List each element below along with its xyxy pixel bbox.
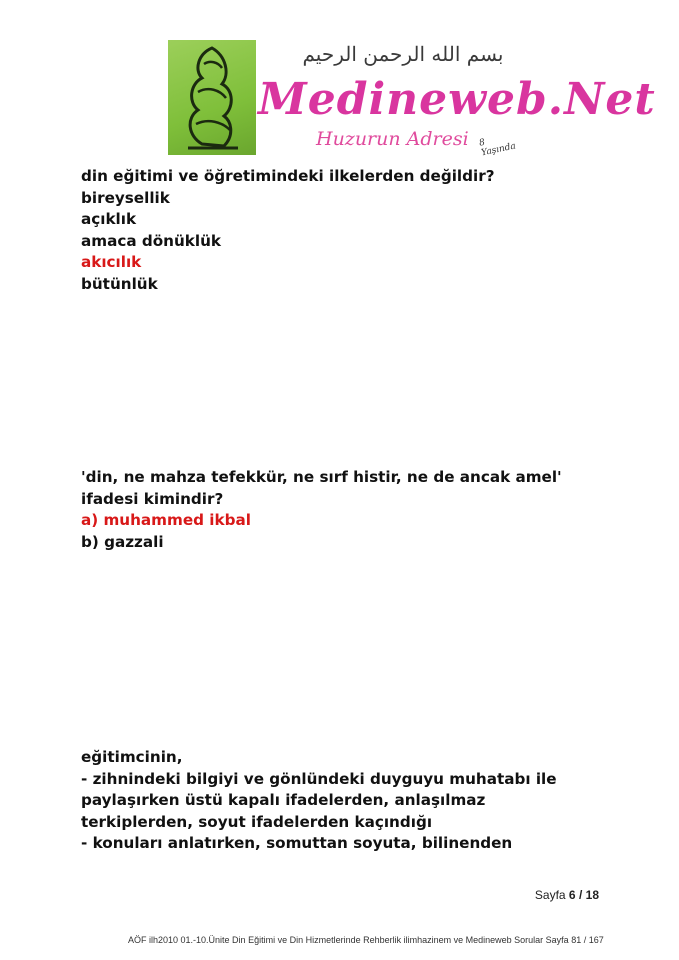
q2-correct-answer: a) muhammed ikbal — [81, 511, 251, 529]
brand-tagline: Huzurun Adresi — [316, 128, 469, 150]
q2-option: b) gazzali — [81, 532, 164, 551]
page-number — [535, 888, 599, 902]
question-3-line: paylaşırken üstü kapalı ifadelerden, anlaşılmaz — [81, 791, 486, 809]
question-1: din eğitimi ve öğretimindeki ilkelerden değildir? — [81, 167, 495, 185]
q1-option: bütünlük — [81, 274, 158, 293]
q1-option: açıklık — [81, 210, 137, 228]
question-3: eğitimcinin, — [81, 748, 183, 766]
calligraphy-emblem-icon — [168, 40, 256, 155]
question-2: 'din, ne mahza tefekkür, ne sırf histir, ne de ancak amel' — [81, 468, 562, 486]
document-body — [81, 166, 621, 855]
basmala-calligraphy: بسم الله الرحمن الرحيم — [302, 42, 504, 66]
question-2-cont: ifadesi kimindir? — [81, 489, 224, 508]
page-separator: / — [578, 888, 583, 902]
page-footer: AÖF ilh2010 01.-10.Ünite Din Eğitimi ve Din Hizmetlerinde Rehberlik ilimhazinem ve Medineweb Sorular Sayfa 81 / 167 — [128, 935, 604, 945]
header-logo — [168, 40, 656, 159]
q1-correct-answer: akıcılık — [81, 253, 142, 271]
page-label: Sayfa — [534, 888, 566, 902]
page-current: 6 — [568, 888, 576, 902]
question-3-line: - konuları anlatırken, somuttan soyuta, bilinenden — [81, 834, 513, 852]
brand-name: Medineweb.Net — [258, 74, 656, 125]
question-3-line: - zihnindeki bilgiyi ve gönlündeki duyguyu muhatabı ile — [81, 769, 557, 788]
page-total: 18 — [585, 888, 599, 902]
q1-option: amaca dönüklük — [81, 231, 222, 250]
question-3-line: terkiplerden, soyut ifadelerden kaçındığı — [81, 812, 433, 831]
brand-tagline-sub: 8 Yaşında — [478, 137, 517, 159]
q1-option: bireysellik — [81, 188, 170, 207]
